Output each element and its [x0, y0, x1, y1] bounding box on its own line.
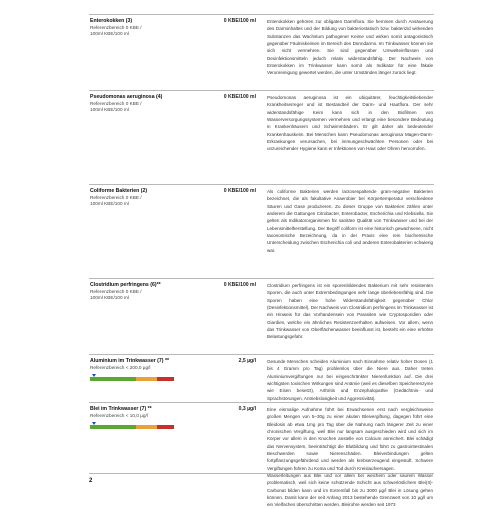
reference-range-line: 100ml KBE/100 ml [90, 31, 129, 37]
table-row-coliforme [89, 184, 434, 279]
reference-range-line: 100ml KBE/100 ml [90, 295, 129, 301]
parameter-name: Blei im Trinkwasser (7) ** [90, 406, 152, 412]
reference-range-line: Referenzbereich 0 KBE / [90, 289, 142, 294]
parameter-name: Enterokokken (3) [90, 18, 133, 24]
reference-range-line: Referenzbereich 0 KBE / [90, 101, 142, 106]
range-segment-orange [136, 425, 157, 429]
range-segment-orange [136, 377, 157, 381]
description-paragraph: Wasserleitungen aus Blei und vor allem bei weichem oder saurem Wasser problematisch, weil sich keine schützende Schicht aus schwerlöslichem Blei(II)-Carbonat bilden kann und im Extremfall bis zu 3000 µg/l Blei in Lösung gehen können. Damit kann der seit Anfang 2013 bestehende Grenzwert von 10 µg/l um ein Vielfaches überschritten werden. Bleirohre werden seit 1973 [267, 473, 433, 508]
table-row-blei [89, 402, 434, 508]
parameter-description: Pseudomonas aeruginosa ist ein ubiquitärer, feuchtigkeitsliebender Krankheitserreger und ist Bestandteil der Darm- und Hautflora. Der sehr widerstandsfähige Keim kann sich in den Biofilmen von Wasserversorgungssystemen vermehren und erlangt eine besondere Bedeutung in Krankenhäusern und Schwimmbädern. Er gilt daher als bedeutender Krankenhauskeim. Bei Menschen kann Pseudomonas aeruginosa Magen-Darm-Erkrankungen verursachen, bei immungeschwächten Personen oder bei unzureichender Hygiene kann er Infektionen von Haut oder Ohren hervorrufen. [267, 95, 433, 152]
reference-range-bar [90, 377, 174, 381]
table-row-pseudomonas [89, 90, 434, 185]
range-segment-red [157, 377, 174, 381]
parameter-cell [90, 282, 202, 302]
table-row-clostridium [89, 278, 434, 355]
range-segment-red [157, 425, 174, 429]
parameter-description: Gesunde Menschen scheiden Aluminium nach Einnahme relativ hoher Dosen (1 bis 4 Gramm pro Tag) problemlos über die Niere aus. Daher treten Aluminiumvergiftungen nur bei eingeschränkter Nierenfunktion auf. Die drei wichtigsten toxischen Wirkungen sind Anämie (weil es dieselben Speicherenzyme wie Eisen besetzt), Arthritis und Enzephalopathie (Gedächtnis- und Sprachstörungen, Antriebslosigkeit und Aggressivität). [267, 359, 433, 401]
parameter-cell [90, 406, 202, 429]
parameter-cell [90, 358, 202, 381]
page-number: 2 [89, 478, 93, 484]
reference-range-line: 100ml KBE/100 ml [90, 201, 129, 207]
parameter-cell [90, 94, 202, 114]
reference-range-line: Referenzbereich 0 KBE / [90, 195, 142, 200]
parameter-cell [90, 188, 202, 208]
reference-range-line: Referenzbereich < 10,0 µg/l [90, 413, 148, 418]
parameter-description [267, 406, 433, 509]
reference-range-line: Referenzbereich 0 KBE / [90, 25, 142, 30]
parameter-name: Clostridium perfringens (6)** [90, 282, 161, 288]
parameter-name: Pseudomonas aeruginosa (4) [90, 94, 163, 100]
measured-value: 2,5 µg/l [238, 358, 256, 364]
measured-value: 0 KBE/100 ml [223, 188, 256, 194]
reference-range-line: 100ml KBE/100 ml [90, 107, 129, 113]
parameter-cell [90, 18, 202, 38]
reference-range-bar [90, 425, 174, 429]
parameter-name: Aluminium im Trinkwasser (7) ** [90, 358, 169, 364]
description-paragraph: Eine einmalige Aufnahme führt bei Erwachsenen erst nach vergleichsweise großen Mengen von 5–30g zu einer akuten Bleivergiftung, dagegen führt eine Bleidosis ab etwa 1mg pro Tag über die Nahrung nach längerer Zeit zu einer chronischen Vergiftung, weil Blei nur langsam ausgeschieden wird und sich im Körper vor allem in den Knochen anstelle von Calcium anreichert. Blei schädigt das Nervensystem, beeinträchtigt die Blutbildung und führt zu gastrointestinalen Beschwerden sowie Nierenschäden. Bleiverbindungen gelten fortpflanzungsgefährdend und werden als krebserzeugend eingestuft. Schwere Vergiftungen führen zu Koma und Tod durch Kreislaufversagen. [267, 407, 433, 471]
table-row-enterokokken [89, 14, 434, 91]
value-marker-icon [92, 422, 96, 425]
table-row-aluminium [89, 354, 434, 403]
range-segment-green [90, 425, 136, 429]
parameter-description: Als coliforme Bakterien werden lactosespaltende gram-negative Bakterien bezeichnet, die als fakultative Anaerobier bei Körpertemperatur verschiedene Säuren und Gase produzieren. Zu dieser Gruppe von Bakterien zählen unter anderem die Gattungen Citrobacter, Enterobacter, Escherichia und Klebsiella. Sie gelten als Indikatororganismen für sanitäre Qualität von Trinkwasser und bei der Lebensmittelherstellung. Der Begriff coliform ist eine historisch gewachsene, nicht taxonomische Bezeichnung, da in der Praxis eine rein biochemische Unterscheidung zwischen Escherichia coli und anderen Enterobakterien schwierig war. [267, 189, 433, 253]
measured-value: 0,3 µg/l [238, 406, 256, 412]
range-segment-green [90, 377, 136, 381]
measured-value: 0 KBE/100 ml [223, 94, 256, 100]
reference-range-line: Referenzbereich < 200,0 µg/l [90, 365, 151, 370]
parameter-description: Enterokokken gehören zur obligaten Darmflora. Sie hemmen durch Ansäuerung des Darminhaltes und der Bildung von bakteriostatisch bzw. bakterizid wirkenden Substanzen das Wachstum pathogener Keime und wirken somit antagonistisch gegenüber Fäulniskeimen im Bereich des Dünndarms. Im Trinkwasser können sie sich nicht vermehren. Sie sind gegenüber Umwelteinflüssen und Desinfektionsmitteln jedoch relativ widerstandsfähig. Der Nachweis von Enterokokken im Trinkwasser kann somit als Indikator für eine fäkale Verunreinigung gewertet werden, die unter Umständen länger zurück liegt. [267, 19, 433, 76]
value-marker-icon [92, 374, 96, 377]
parameter-description: Clostridium perfringens ist ein sporenbildendes Bakterium mit sehr resistenten Sporen, die auch unter Extrembedingungen sehr lange überlebensfähig sind. Die Sporen haben eine hohe Widerstandsfähigkeit gegenüber Chlor (Desinfektionsmittel). Der Nachweis von Clostridium perfringens im Trinkwasser ist ein Hinweis für das Vorhandensein von Parasiten wie Cryptosporidien oder Giardien, welche ein ähnliches Resistenzverhalten aufweisen. Vor allem, wenn das Trinkwasser von Oberflächenwasser beeinflusst ist, besteht ein eine erhöhte Belastungsgefahr. [267, 283, 434, 340]
measured-value: 0 KBE/100 ml [223, 18, 256, 24]
measured-value: 0 KBE/100 ml [223, 282, 256, 288]
parameter-name: Coliforme Bakterien (2) [90, 188, 148, 194]
